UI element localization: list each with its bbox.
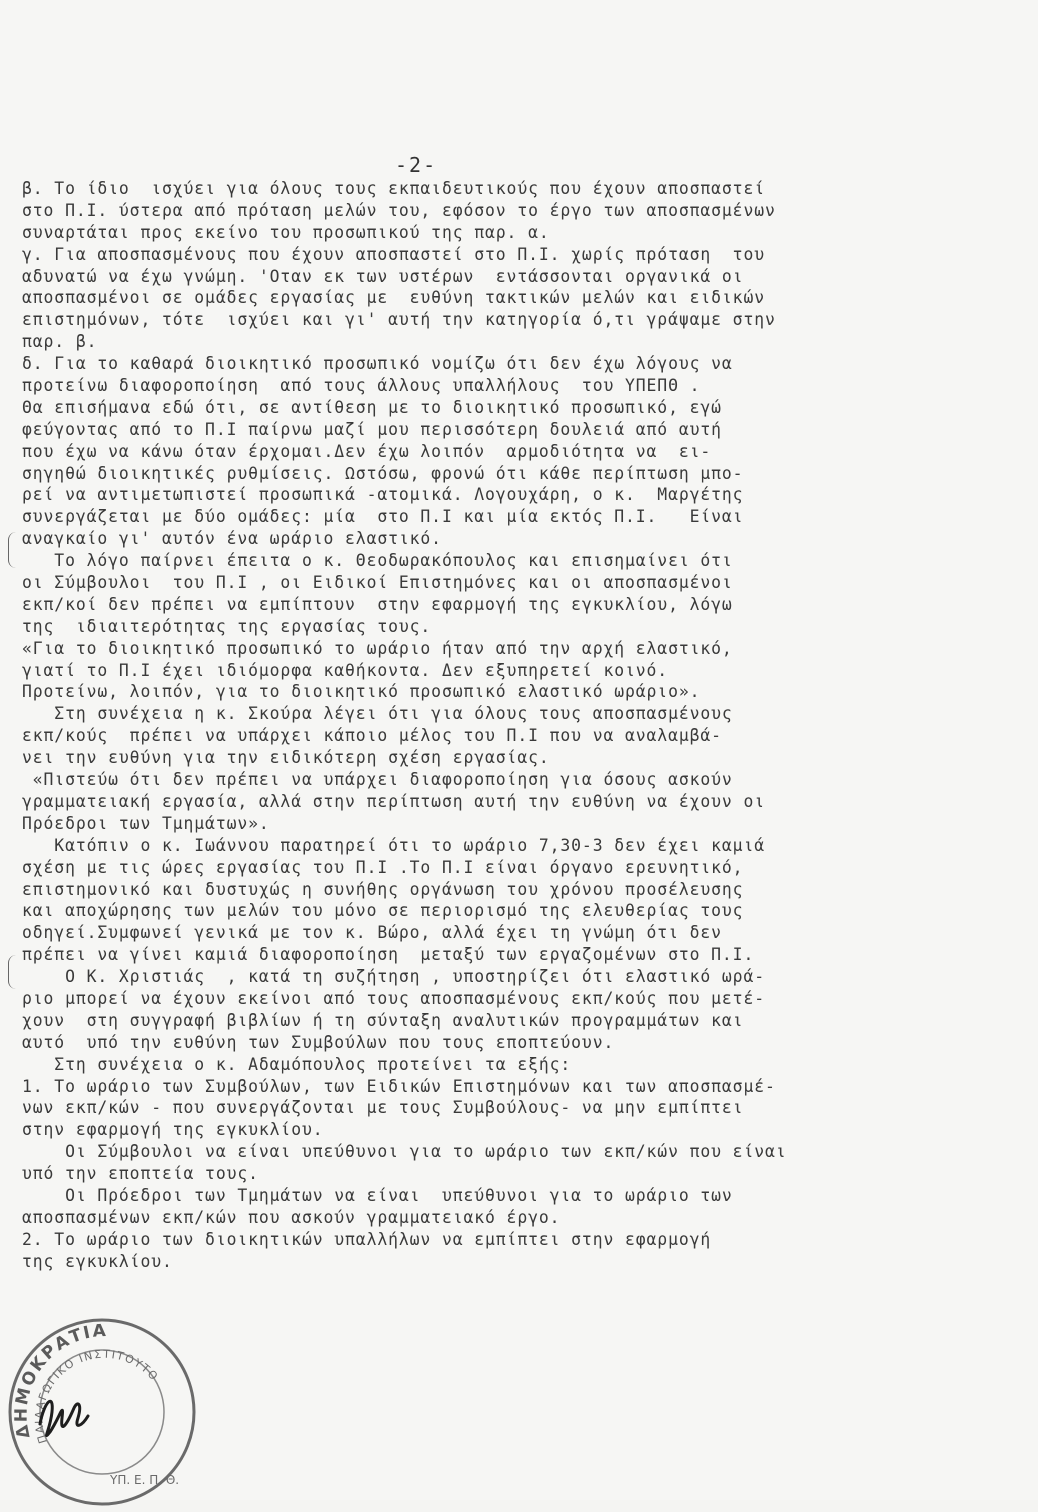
text-line: Στη συνέχεια ο κ. Αδαμόπουλος προτείνει τα εξής: [22,1054,572,1074]
text-line: νει την ευθύνη για την ειδικότερη σχέση εργασίας. [22,748,550,768]
text-line: αδυνατώ να έχω γνώμη. 'Οταν εκ των υστέρων εντάσσονται οργανικά οι [22,266,744,286]
text-line: 1. Το ωράριο των Συμβούλων, των Ειδικών Επιστημόνων και των αποσπασμέ- [22,1076,776,1096]
text-line: οι Σύμβουλοι του Π.Ι , οι Ειδικοί Επιστημόνες και οι αποσπασμένοι [22,573,733,593]
text-line: αποσπασμένοι σε ομάδες εργασίας με ευθύνη τακτικών μελών και ειδικών [22,288,765,308]
text-line: Θα επισήμανα εδώ ότι, σε αντίθεση με το διοικητικό προσωπικό, εγώ [22,397,722,417]
text-line: φεύγοντας από το Π.Ι παίρνω μαζί μου περισσότερη δουλειά από αυτή [22,419,722,439]
text-line: οδηγεί.Συμφωνεί γενικά με τον κ. Βώρο, αλλά έχει τη γνώμη ότι δεν [22,923,722,943]
text-line: επιστημονικό και δυστυχώς η συνήθης οργάνωση του χρόνου προσέλευσης [22,879,744,899]
text-line: Το λόγο παίρνει έπειτα ο κ. Θεοδωρακόπουλος και επισημαίνει ότι [22,551,733,571]
page-number: -2- [395,153,438,177]
text-line: στην εφαρμογή της εγκυκλίου. [22,1120,324,1140]
text-line: πρέπει να γίνει καμιά διαφοροποίηση μεταξύ των εργαζομένων στο Π.Ι. [22,945,755,965]
margin-bracket [8,955,19,989]
stamp-bottom-text: ΥΠ. Ε. Π. Θ. [110,1473,180,1487]
text-line: Προτείνω, λοιπόν, για το διοικητικό προσωπικό ελαστικό ωράριο». [22,682,701,702]
text-line: Οι Σύμβουλοι να είναι υπεύθυνοι για το ωράριο των εκπ/κών που είναι [22,1142,787,1162]
stamp-inner-text: ΠΑΙΔΑΓΩΓΙΚΟ ΙΝΣΤΙΤΟΥΤΟ [32,1347,162,1446]
text-line: γραμματειακή εργασία, αλλά στην περίπτωση αυτή την ευθύνη να έχουν οι [22,791,765,811]
text-line: επιστημόνων, τότε ισχύει και γι' αυτή την κατηγορία ό,τι γράψαμε στην [22,310,776,330]
stamp-outer-text: ΔΗΜΟΚΡΑΤΙΑ [11,1320,109,1441]
text-line: ρεί να αντιμετωπιστεί προσωπικά -ατομικά. Λογουχάρη, ο κ. Μαργέτης [22,485,744,505]
institute-stamp [2,1312,202,1512]
text-line: Πρόεδροι των Τμημάτων». [22,813,270,833]
text-line: υπό την εποπτεία τους. [22,1164,259,1184]
text-line: γ. Για αποσπασμένους που έχουν αποσπαστεί στο Π.Ι. χωρίς πρόταση του [22,244,765,264]
text-line: εκπ/κοί δεν πρέπει να εμπίπτουν στην εφαρμογή της εγκυκλίου, λόγω [22,594,733,614]
text-line: σχέση με τις ώρες εργασίας του Π.Ι .Το Π.Ι είναι όργανο ερευνητικό, [22,857,744,877]
text-line: συνεργάζεται με δύο ομάδες: μία στο Π.Ι και μία εκτός Π.Ι. Είναι [22,507,744,527]
text-line: Ο Κ. Χριστιάς , κατά τη συζήτηση , υποστηρίζει ότι ελαστικό ωρά- [22,967,765,987]
text-line: «Για το διοικητικό προσωπικό το ωράριο ήταν από την αρχή ελαστικό, [22,638,733,658]
text-line: Στη συνέχεια η κ. Σκούρα λέγει ότι για όλους τους αποσπασμένους [22,704,733,724]
text-line: Κατόπιν ο κ. Ιωάννου παρατηρεί ότι το ωράριο 7,30-3 δεν έχει καμιά [22,835,765,855]
text-line: «Πιστεύω ότι δεν πρέπει να υπάρχει διαφοροποίηση για όσους ασκούν [22,770,733,790]
text-line: παρ. β. [22,332,98,352]
text-line: της ιδιαιτερότητας της εργασίας τους. [22,616,432,636]
text-line: ριο μπορεί να έχουν εκείνοι από τους αποσπασμένους εκπ/κούς που μετέ- [22,988,765,1008]
text-line: και αποχώρησης των μελών του μόνο σε περιορισμό της ελευθερίας τους [22,901,744,921]
text-line: Οι Πρόεδροι των Τμημάτων να είναι υπεύθυνοι για το ωράριο των [22,1185,733,1205]
text-line: γιατί το Π.Ι έχει ιδιόμορφα καθήκοντα. Δεν εξυπηρετεί κοινό. [22,660,669,680]
text-line: β. Το ίδιο ισχύει για όλους τους εκπαιδευτικούς που έχουν αποσπαστεί [22,179,765,198]
text-line: σηγηθώ διοικητικές ρυθμίσεις. Ωστόσω, φρονώ ότι κάθε περίπτωση μπο- [22,463,744,483]
text-line: στο Π.Ι. ύστερα από πρόταση μελών του, εφόσον το έργο των αποσπασμένων [22,200,776,220]
text-line: αποσπασμένων εκπ/κών που ασκούν γραμματειακό έργο. [22,1207,561,1227]
text-line: συναρτάται προς εκείνο του προσωπικού της παρ. α. [22,222,550,242]
text-line: της εγκυκλίου. [22,1251,173,1271]
text-line: αναγκαίο γι' αυτόν ένα ωράριο ελαστικό. [22,529,442,549]
text-line: δ. Για το καθαρά διοικητικό προσωπικό νομίζω ότι δεν έχω λόγους να [22,354,733,374]
minutes-text [22,178,1022,1273]
text-line: προτείνω διαφοροποίηση από τους άλλους υπαλλήλους του ΥΠΕΠΘ . [22,376,701,396]
text-line: χουν στη συγγραφή βιβλίων ή τη σύνταξη αναλυτικών προγραμμάτων και [22,1010,744,1030]
text-line: αυτό υπό την ευθύνη των Συμβούλων που τους εποπτεύουν. [22,1032,615,1052]
margin-bracket [8,532,19,568]
text-line: που έχω να κάνω όταν έρχομαι.Δεν έχω λοιπόν αρμοδιότητα να ει- [22,441,712,461]
text-line: νων εκπ/κών - που συνεργάζονται με τους Συμβούλους- να μην εμπίπτει [22,1098,744,1118]
text-line: 2. Το ωράριο των διοικητικών υπαλλήλων να εμπίπτει στην εφαρμογή [22,1229,712,1249]
text-line: εκπ/κούς πρέπει να υπάρχει κάποιο μέλος του Π.Ι που να αναλαμβά- [22,726,722,746]
